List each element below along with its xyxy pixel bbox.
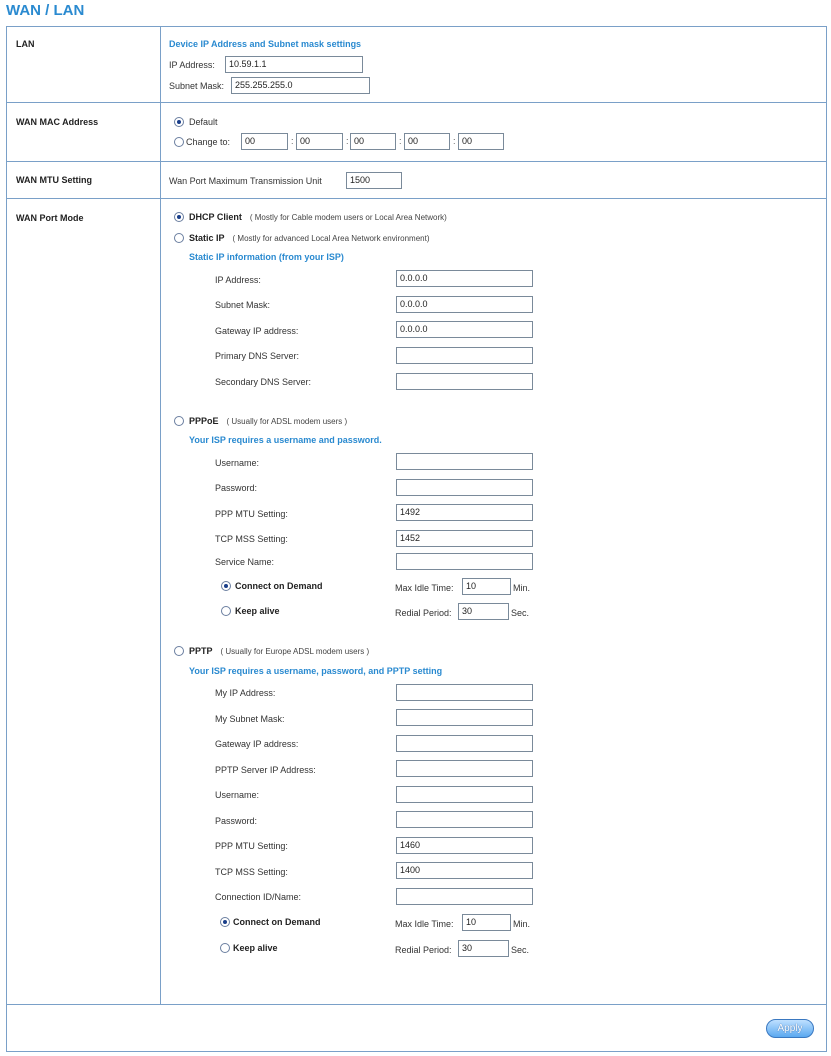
lan-ip-label: IP Address: xyxy=(169,60,215,70)
pppoe-connect-on-demand-label: Connect on Demand xyxy=(235,581,323,591)
mac-change-radio[interactable] xyxy=(174,137,184,147)
pptp-max-idle-label: Max Idle Time: xyxy=(395,919,454,929)
mac-separator: : xyxy=(346,136,349,146)
pptp-gateway-input[interactable] xyxy=(396,735,533,752)
mac-separator: : xyxy=(291,136,294,146)
lan-label: LAN xyxy=(16,39,35,49)
dhcp-option xyxy=(189,211,447,224)
pptp-keep-alive-radio[interactable] xyxy=(220,943,230,953)
column-divider xyxy=(160,26,161,1004)
page-title: WAN / LAN xyxy=(6,2,85,19)
pppoe-mss-input[interactable]: 1452 xyxy=(396,530,533,547)
pppoe-redial-unit: Sec. xyxy=(511,608,530,618)
row-divider xyxy=(6,102,827,103)
pptp-my-ip-input[interactable] xyxy=(396,684,533,701)
row-divider xyxy=(6,161,827,162)
row-divider xyxy=(6,198,827,199)
mac-separator: : xyxy=(399,136,402,146)
pptp-redial-unit: Sec. xyxy=(511,945,530,955)
pptp-server-ip-input[interactable] xyxy=(396,760,533,777)
static-ip-note: ( Mostly for advanced Local Area Network environment) xyxy=(232,234,430,243)
pptp-gateway-label: Gateway IP address: xyxy=(215,739,299,749)
dhcp-note: ( Mostly for Cable modem users or Local Area Network) xyxy=(249,213,447,222)
mac-default-label: Default xyxy=(189,117,218,127)
static-gateway-label: Gateway IP address: xyxy=(215,326,299,336)
lan-ip-input[interactable]: 10.59.1.1 xyxy=(225,56,363,73)
pptp-mss-input[interactable]: 1400 xyxy=(396,862,533,879)
pppoe-mtu-label: PPP MTU Setting: xyxy=(215,509,288,519)
pptp-mtu-label: PPP MTU Setting: xyxy=(215,841,288,851)
pppoe-service-name-input[interactable] xyxy=(396,553,533,570)
pppoe-max-idle-label: Max Idle Time: xyxy=(395,583,454,593)
wan-mtu-input[interactable]: 1500 xyxy=(346,172,402,189)
static-secondary-dns-input[interactable] xyxy=(396,373,533,390)
pppoe-password-label: Password: xyxy=(215,483,258,493)
pppoe-option xyxy=(189,415,347,428)
mac-octet-input-2[interactable]: 00 xyxy=(296,133,343,150)
pptp-my-subnet-input[interactable] xyxy=(396,709,533,726)
dhcp-radio[interactable] xyxy=(174,212,184,222)
dhcp-label: DHCP Client xyxy=(189,212,242,222)
pppoe-connect-on-demand-radio[interactable] xyxy=(221,581,231,591)
pptp-connect-on-demand-label: Connect on Demand xyxy=(233,917,321,927)
lan-heading: Device IP Address and Subnet mask settings xyxy=(169,39,362,49)
pppoe-username-label: Username: xyxy=(215,458,260,468)
pppoe-password-input[interactable] xyxy=(396,479,533,496)
pppoe-username-input[interactable] xyxy=(396,453,533,470)
pptp-label: PPTP xyxy=(189,646,213,656)
pppoe-note: ( Usually for ADSL modem users ) xyxy=(226,417,348,426)
mac-octet-input-1[interactable]: 00 xyxy=(241,133,288,150)
pptp-radio[interactable] xyxy=(174,646,184,656)
pptp-my-subnet-label: My Subnet Mask: xyxy=(215,714,285,724)
mac-octet-input-4[interactable]: 00 xyxy=(404,133,450,150)
pppoe-max-idle-input[interactable]: 10 xyxy=(462,578,511,595)
wan-mtu-label: WAN MTU Setting xyxy=(16,175,92,185)
static-subnet-mask-input[interactable]: 0.0.0.0 xyxy=(396,296,533,313)
pppoe-keep-alive-radio[interactable] xyxy=(221,606,231,616)
pppoe-redial-label: Redial Period: xyxy=(395,608,452,618)
wan-mac-label: WAN MAC Address xyxy=(16,117,99,127)
lan-mask-label: Subnet Mask: xyxy=(169,81,225,91)
pptp-connection-id-label: Connection ID/Name: xyxy=(215,892,302,902)
pptp-max-idle-input[interactable]: 10 xyxy=(462,914,511,931)
pptp-connection-id-input[interactable] xyxy=(396,888,533,905)
pptp-my-ip-label: My IP Address: xyxy=(215,688,276,698)
mac-separator: : xyxy=(453,136,456,146)
apply-button[interactable]: Apply xyxy=(766,1019,814,1038)
pptp-note: ( Usually for Europe ADSL modem users ) xyxy=(220,647,370,656)
mac-change-label: Change to: xyxy=(186,137,231,147)
mac-octet-input-5[interactable]: 00 xyxy=(458,133,504,150)
pppoe-heading: Your ISP requires a username and password. xyxy=(189,435,382,445)
pppoe-mtu-input[interactable]: 1492 xyxy=(396,504,533,521)
static-primary-dns-label: Primary DNS Server: xyxy=(215,351,300,361)
static-ip-option xyxy=(189,232,430,245)
static-primary-dns-input[interactable] xyxy=(396,347,533,364)
static-gateway-input[interactable]: 0.0.0.0 xyxy=(396,321,533,338)
pptp-connect-on-demand-radio[interactable] xyxy=(220,917,230,927)
wan-mtu-text: Wan Port Maximum Transmission Unit xyxy=(169,176,322,186)
pppoe-idle-unit: Min. xyxy=(513,583,531,593)
pptp-username-label: Username: xyxy=(215,790,260,800)
pppoe-label: PPPoE xyxy=(189,416,219,426)
pptp-server-ip-label: PPTP Server IP Address: xyxy=(215,765,316,775)
pptp-password-label: Password: xyxy=(215,816,258,826)
static-ip-address-label: IP Address: xyxy=(215,275,261,285)
static-ip-radio[interactable] xyxy=(174,233,184,243)
static-subnet-mask-label: Subnet Mask: xyxy=(215,300,271,310)
pptp-redial-input[interactable]: 30 xyxy=(458,940,509,957)
pptp-mss-label: TCP MSS Setting: xyxy=(215,867,288,877)
pppoe-mss-label: TCP MSS Setting: xyxy=(215,534,288,544)
pppoe-redial-input[interactable]: 30 xyxy=(458,603,509,620)
static-ip-address-input[interactable]: 0.0.0.0 xyxy=(396,270,533,287)
pptp-redial-label: Redial Period: xyxy=(395,945,452,955)
pptp-option xyxy=(189,645,369,658)
lan-mask-input[interactable]: 255.255.255.0 xyxy=(231,77,370,94)
mac-default-radio[interactable] xyxy=(174,117,184,127)
static-ip-heading: Static IP information (from your ISP) xyxy=(189,252,344,262)
pptp-heading: Your ISP requires a username, password, and PPTP setting xyxy=(189,666,443,676)
pptp-idle-unit: Min. xyxy=(513,919,531,929)
pptp-password-input[interactable] xyxy=(396,811,533,828)
row-divider xyxy=(6,1004,827,1005)
pppoe-service-name-label: Service Name: xyxy=(215,557,275,567)
mac-octet-input-3[interactable]: 00 xyxy=(350,133,396,150)
pppoe-keep-alive-label: Keep alive xyxy=(235,606,280,616)
static-secondary-dns-label: Secondary DNS Server: xyxy=(215,377,312,387)
wan-port-mode-label: WAN Port Mode xyxy=(16,213,84,223)
static-ip-label: Static IP xyxy=(189,233,225,243)
pptp-mtu-input[interactable]: 1460 xyxy=(396,837,533,854)
pptp-keep-alive-label: Keep alive xyxy=(233,943,278,953)
pppoe-radio[interactable] xyxy=(174,416,184,426)
pptp-username-input[interactable] xyxy=(396,786,533,803)
